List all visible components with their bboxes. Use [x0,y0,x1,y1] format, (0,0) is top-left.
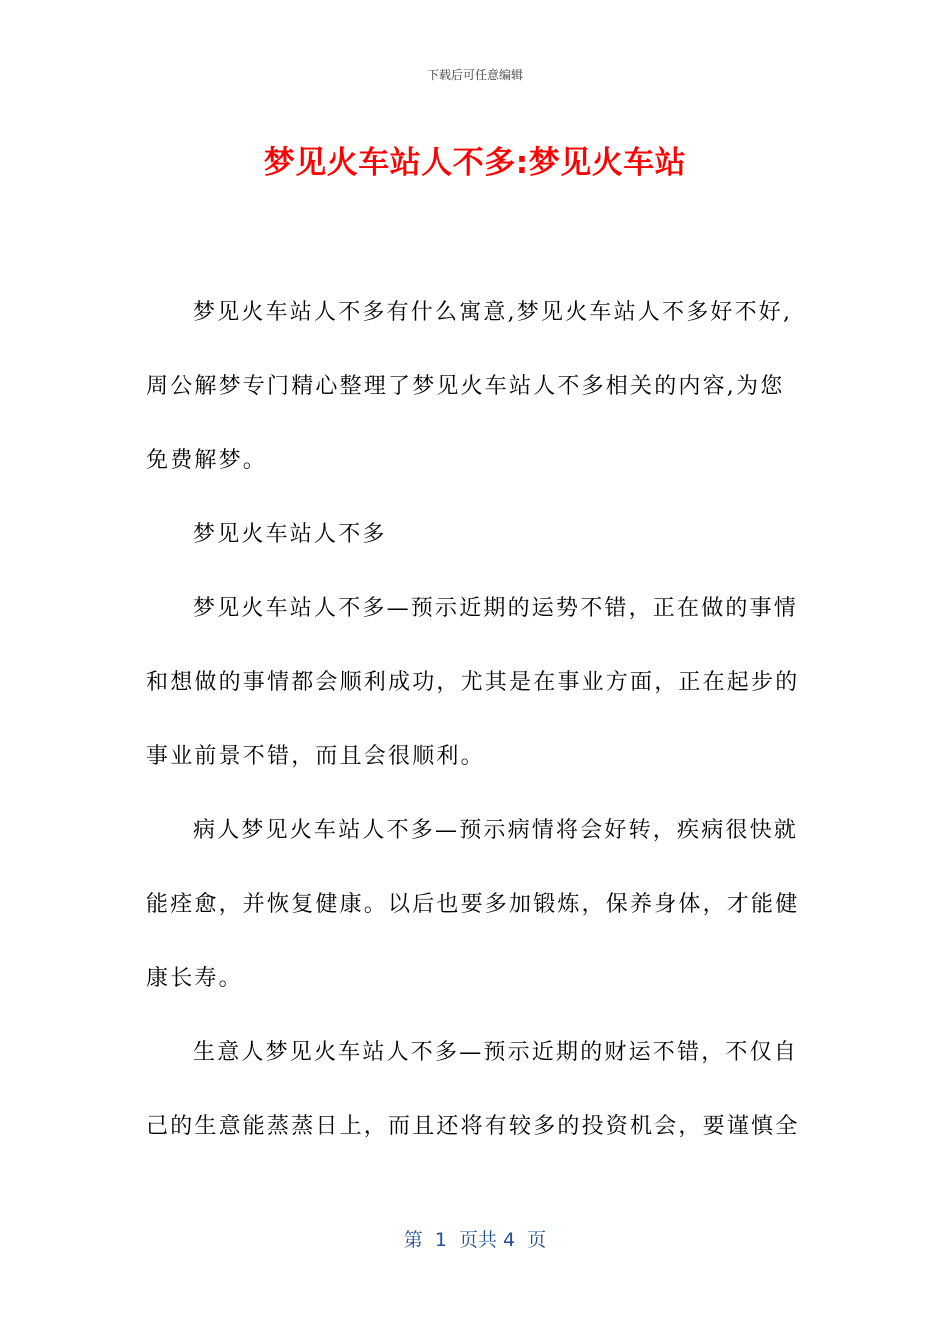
document-body [146,276,806,1164]
paragraph-business: 生意人梦见火车站人不多—预示近期的财运不错，不仅自己的生意能蒸蒸日上，而且还将有较多的投资机会，要谨慎全 [146,1040,800,1139]
paragraph-subheading: 梦见火车站人不多 [193,522,387,547]
page-number-footer: 第 1 页共 4 页 [403,1229,547,1251]
paragraph-patient: 病人梦见火车站人不多—预示病情将会好转，疾病很快就能痊愈，并恢复健康。以后也要多加锻炼，保养身体，才能健康长寿。 [146,818,800,991]
document-title: 梦见火车站人不多:梦见火车站 [263,145,687,181]
paragraph-intro: 梦见火车站人不多有什么寓意,梦见火车站人不多好不好,周公解梦专门精心整理了梦见火车站人不多相关的内容,为您免费解梦。 [146,300,793,473]
header-note: 下载后可任意编辑 [426,68,523,82]
paragraph-fortune: 梦见火车站人不多—预示近期的运势不错，正在做的事情和想做的事情都会顺利成功，尤其是在事业方面，正在起步的事业前景不错，而且会很顺利。 [146,596,800,769]
